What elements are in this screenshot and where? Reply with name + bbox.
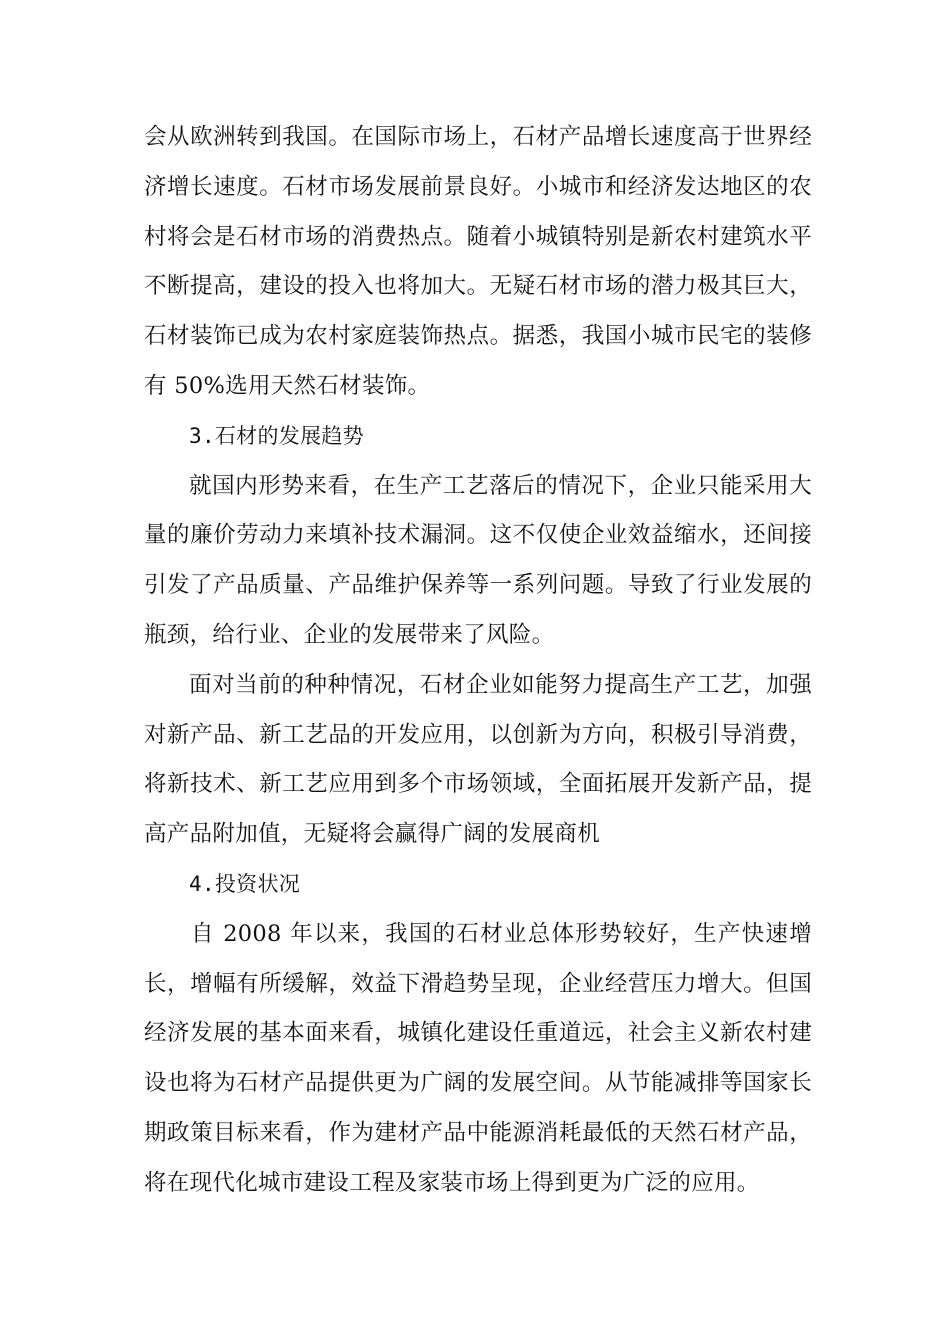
paragraph-enterprise-strategy: 面对当前的种种情况，石材企业如能努力提高生产工艺，加强对新产品、新工艺品的开发应用，以创新为方向，积极引导消费，将新技术、新工艺应用到多个市场领域，全面拓展开发新产品，提高产品附加值，无疑将会赢得广阔的发展商机 <box>144 671 812 848</box>
section-heading-development-trend: 3.石材的发展趋势 <box>189 423 364 448</box>
paragraph-investment-outlook: 自 2008 年以来，我国的石材业总体形势较好，生产快速增长，增幅有所缓解，效益下滑趋势呈现，企业经营压力增大。但国经济发展的基本面来看，城镇化建设任重道远，社会主义新农村建设也将为石材产品提供更为广阔的发展空间。从节能减排等国家长期政策目标来看，作为建材产品中能源消耗最低的天然石材产品，将在现代化城市建设工程及家装市场上得到更为广泛的应用。 <box>144 920 812 1196</box>
paragraph-market-outlook: 会从欧洲转到我国。在国际市场上，石材产品增长速度高于世界经济增长速度。石材市场发展前景良好。小城市和经济发达地区的农村将会是石材市场的消费热点。随着小城镇特别是新农村建筑水平不断提高，建设的投入也将加大。无疑石材市场的潜力极其巨大，石材装饰已成为农村家庭装饰热点。据悉，我国小城市民宅的装修有 50%选用天然石材装饰。 <box>144 124 812 399</box>
section-heading-investment-status: 4.投资状况 <box>189 871 301 896</box>
document-body <box>144 113 812 1209</box>
paragraph-domestic-situation: 就国内形势来看，在生产工艺落后的情况下，企业只能采用大量的廉价劳动力来填补技术漏洞。这不仅使企业效益缩水，还间接引发了产品质量、产品维护保养等一系列问题。导致了行业发展的瓶颈，给行业、企业的发展带来了风险。 <box>144 472 812 648</box>
